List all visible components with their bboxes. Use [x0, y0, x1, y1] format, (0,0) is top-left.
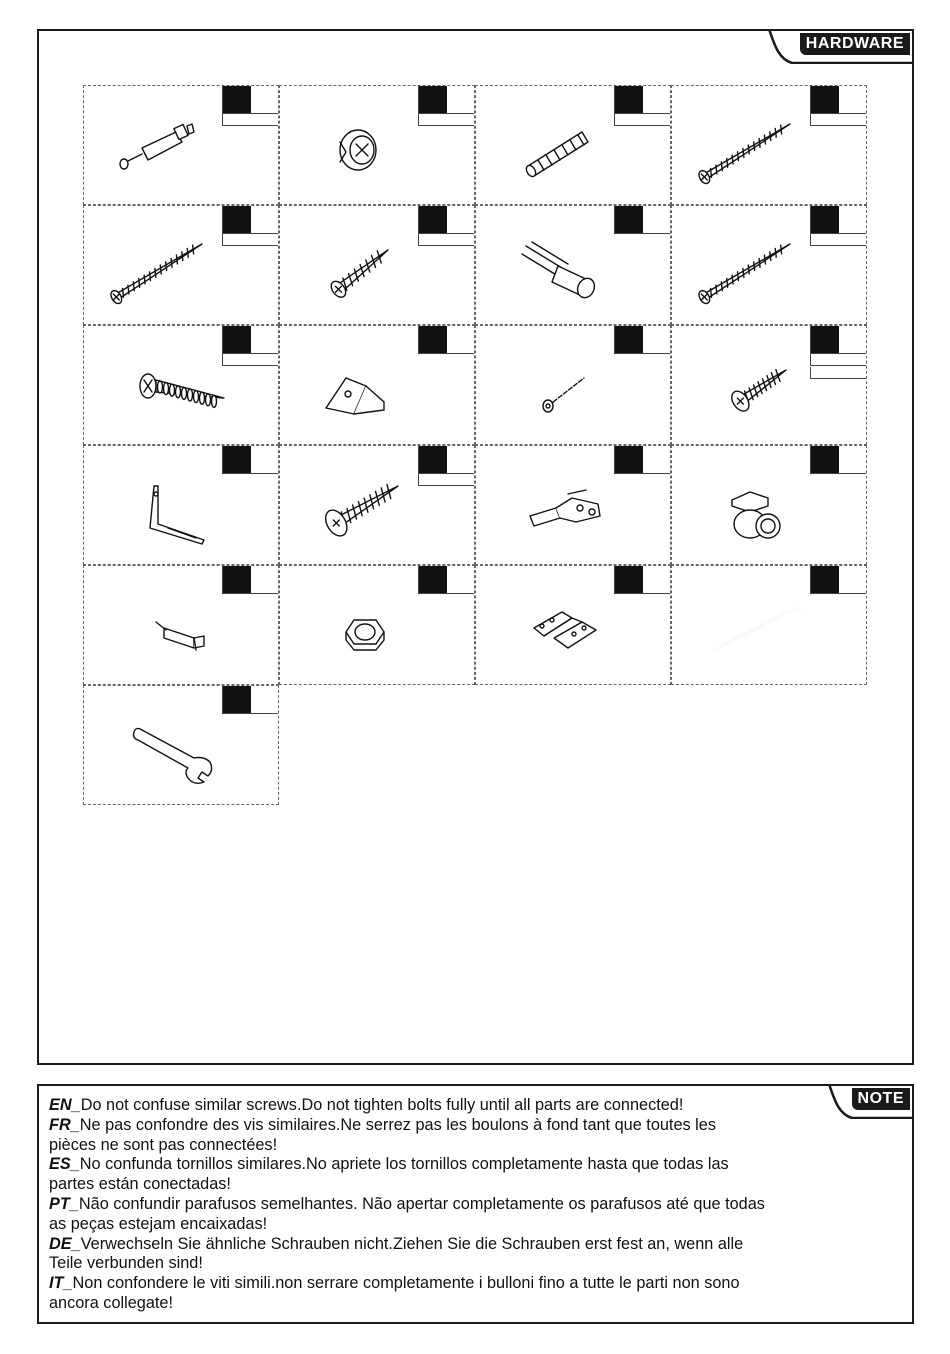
parts-grid — [83, 85, 867, 802]
note-line-de: DE_Verwechseln Sie ähnliche Schrauben nicht.Ziehen Sie die Schrauben erst fest an, wenn alle — [49, 1234, 744, 1253]
note-line-es: ES_No confunda tornillos similares.No apriete los tornillos completamente hasta que todas las — [49, 1155, 729, 1174]
part-cell — [475, 85, 671, 205]
cabinet-hinge-icon — [476, 446, 670, 569]
flat-hinge-icon — [476, 566, 670, 689]
note-line-pt-cont: as peças estejam encaixadas! — [49, 1214, 268, 1233]
part-cell — [279, 565, 475, 685]
part-cell — [83, 445, 279, 565]
part-cell — [475, 205, 671, 325]
long-screw-icon — [84, 206, 278, 329]
l-bracket-icon — [84, 446, 278, 569]
part-cell — [475, 325, 671, 445]
part-cell — [83, 85, 279, 205]
hardware-tab — [768, 29, 914, 64]
note-text — [49, 1096, 904, 1314]
note-line-fr-cont: pièces ne sont pas connectées! — [49, 1135, 278, 1154]
part-cell — [279, 205, 475, 325]
short-screw-icon — [280, 206, 474, 329]
note-line-it-cont: ancora collegate! — [49, 1293, 174, 1312]
note-line-de-cont: Teile verbunden sind! — [49, 1254, 203, 1273]
note-title: NOTE — [852, 1088, 910, 1110]
large-screw-icon — [280, 446, 474, 569]
part-cell — [279, 325, 475, 445]
door-catch-icon — [84, 566, 278, 689]
part-cell — [475, 565, 671, 685]
corner-bracket-icon — [280, 326, 474, 449]
part-cell — [475, 445, 671, 565]
cam-lock-icon — [280, 86, 474, 209]
note-line-en: EN_Do not confuse similar screws.Do not tighten bolts fully until all parts are connected! — [49, 1096, 684, 1114]
long-screw-icon — [672, 206, 866, 329]
note-line-fr: FR_Ne pas confondre des vis similaires.Ne serrez pas les boulons à fond tant que toutes les — [49, 1115, 716, 1134]
allen-key-icon — [672, 566, 866, 689]
wood-dowel-icon — [476, 86, 670, 209]
hardware-title: HARDWARE — [800, 33, 910, 55]
flat-screw-icon — [84, 326, 278, 449]
part-cell — [83, 565, 279, 685]
long-screw-icon — [672, 86, 866, 209]
part-cell — [279, 445, 475, 565]
cam-bolt-icon — [84, 86, 278, 209]
part-cell — [671, 205, 867, 325]
wrench-icon — [84, 686, 278, 809]
note-line-es-cont: partes están conectadas! — [49, 1175, 231, 1194]
part-cell — [671, 85, 867, 205]
part-cell — [83, 205, 279, 325]
note-line-pt: PT_Não confundir parafusos semelhantes. Não apertar completamente os parafusos até que todas — [49, 1194, 765, 1213]
part-cell — [83, 685, 279, 805]
part-cell — [279, 85, 475, 205]
wall-anchor-icon — [476, 206, 670, 329]
hex-nut-icon — [280, 566, 474, 689]
note-line-it: IT_Non confondere le viti simili.non serrare completamente i bulloni fino a tutte le parti non sono — [49, 1274, 740, 1293]
part-cell — [671, 445, 867, 565]
hex-bolt-icon — [476, 326, 670, 449]
part-cell — [671, 325, 867, 445]
shelf-clip-icon — [672, 446, 866, 569]
part-cell — [671, 565, 867, 685]
part-cell — [83, 325, 279, 445]
wood-screw-icon — [672, 326, 866, 449]
